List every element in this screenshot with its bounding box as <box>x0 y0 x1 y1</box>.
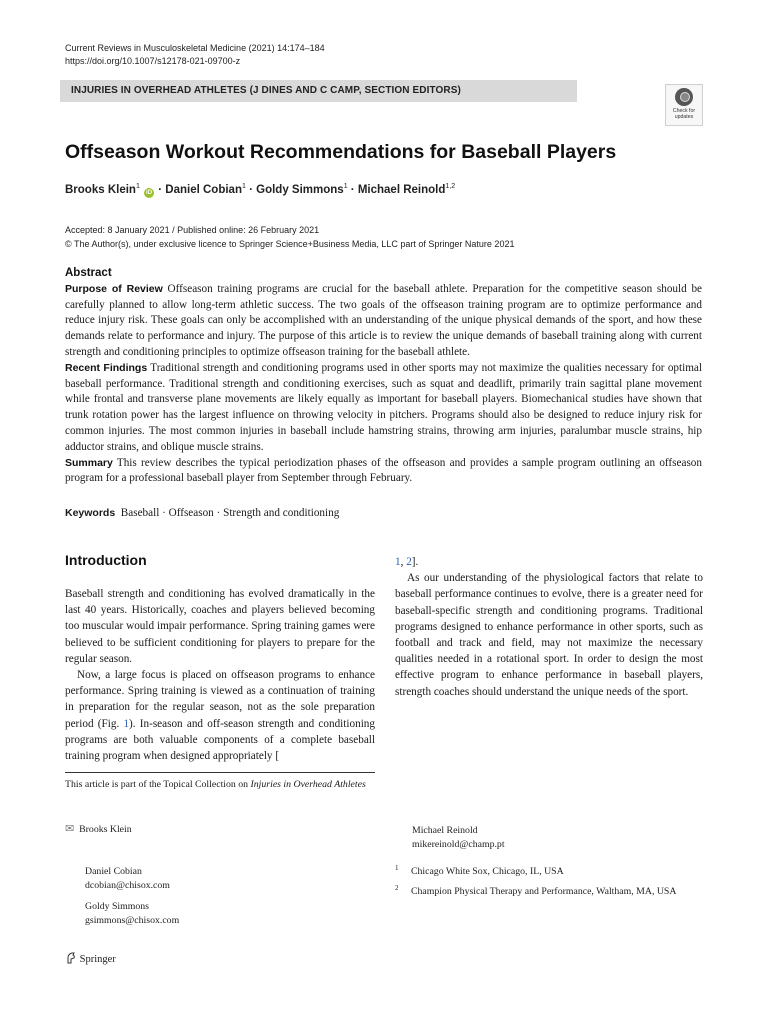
author-separator: · <box>249 184 253 196</box>
corresponding-author: ✉ Brooks Klein <box>65 823 132 835</box>
article-title: Offseason Workout Recommendations for Baseball Players <box>65 141 617 163</box>
abstract-findings: Recent Findings Traditional strength and conditioning programs used in other sports may not maximize the qualities necessary for optimal baseball performance. Traditional strength and conditioning exercises, such as squat and deadlift, primarily train sagittal plane movement while frontal and transverse plane movements are likely equally as important for baseball players. Biomechanical studies have shown that trunk rotation power has the largest influence on throwing velocity in pitchers. Programs should also be designed to reduce injury risk for common injuries. The most common injuries in baseball include hamstring strains, throwing arm injuries, paralumbar muscle strains, hip adductor strains, and oblique muscle strains. <box>65 361 702 453</box>
envelope-icon[interactable]: ✉ <box>65 823 75 835</box>
author-name[interactable]: Goldy Simmons <box>256 184 344 196</box>
abstract-heading: Abstract <box>65 267 112 279</box>
author-separator: · <box>350 184 355 196</box>
update-icon <box>675 88 693 106</box>
email-link[interactable]: gsimmons@chisox.com <box>85 914 180 926</box>
author-affiliation: 1 <box>241 183 246 190</box>
author-list <box>65 183 455 198</box>
author-affiliation: 1 <box>343 183 348 190</box>
intro-right-column <box>395 554 703 700</box>
intro-paragraph-2-cont: 1, 2]. <box>395 556 419 568</box>
check-for-updates-badge[interactable] <box>665 84 703 126</box>
copyright-line: © The Author(s), under exclusive licence to Springer Science+Business Media, LLC part of Springer Nature 2021 <box>65 239 515 249</box>
contact-reinold: Michael Reinold mikereinold@champ.pt <box>412 825 505 850</box>
section-header-bar <box>60 80 577 102</box>
intro-paragraph-1: Baseball strength and conditioning has evolved dramatically in the last 40 years. Historically, coaches and players believed becoming too muscular would impair performance. Spring training games were believed to be sufficient conditioning for players to prepare for the regular season. <box>65 588 375 665</box>
publisher-logo: Springer <box>65 952 116 965</box>
keywords-label: Keywords <box>65 507 116 519</box>
reference-link[interactable]: 2 <box>406 556 412 568</box>
contact-cobian: Daniel Cobian dcobian@chisox.com <box>85 866 170 891</box>
doi-link[interactable]: https://doi.org/10.1007/s12178-021-09700-z <box>65 56 241 66</box>
check-updates-label: Check for updates <box>672 108 696 120</box>
introduction-heading: Introduction <box>65 552 147 568</box>
keywords-text: Baseball · Offseason · Strength and conditioning <box>120 507 340 519</box>
intro-left-column <box>65 586 375 764</box>
intro-paragraph-2: Now, a large focus is placed on offseason programs to enhance performance. Spring training is viewed as a continuation of training in preparation for the regular season, not as the sole preparation period (Fig. 1). In-season and off-season strength and conditioning programs are both valuable components of a complete baseball training program when designed appropriately [ <box>65 669 375 763</box>
section-header-text: INJURIES IN OVERHEAD ATHLETES (J DINES AND C CAMP, SECTION EDITORS) <box>71 85 461 96</box>
email-link[interactable]: dcobian@chisox.com <box>85 879 170 891</box>
author-affiliation: 1,2 <box>445 183 456 190</box>
author-affiliation: 1 <box>135 183 140 190</box>
affiliation-2: $^2$ Champion Physical Therapy and Performance, Waltham, MA, USA <box>395 884 677 898</box>
orcid-icon[interactable]: iD <box>146 190 153 196</box>
abstract-summary: Summary This review describes the typical periodization phases of the offseason and provides a sample program outlining an offseason program for a professional baseball player from September through February. <box>65 456 702 485</box>
email-link[interactable]: mikereinold@champ.pt <box>412 838 505 850</box>
author-separator: · <box>158 184 163 196</box>
contact-simmons: Goldy Simmons gsimmons@chisox.com <box>85 901 180 926</box>
publication-dates <box>65 223 514 251</box>
intro-paragraph-3: As our understanding of the physiological factors that relate to baseball performance continues to evolve, there is a greater need for baseball-specific strength and conditioning programs. Traditional programs designed to enhance performance in other sports, such as football and track and field, may not maximize the necessary qualities needed in a rotational sport. In order to design the most effective program to enhance performance in baseball players, strength coaches should understand the unique needs of the sport. <box>395 572 703 698</box>
abstract-purpose: Purpose of Review Offseason training programs are crucial for the baseball athlete. Preparation for the competitive season should be carefully planned to allow long-term athletic success. The two goals of the offseason training program are to optimize performance and reduce injury risk. These goals can only be accomplished with an understanding of the unique physical demands of the sport, and how these demands relate to performance and injury. The purpose of this article is to review the unique demands of baseball training along with current strength and conditioning principles to optimize offseason training for the baseball athlete. <box>65 282 703 358</box>
author-name[interactable]: Daniel Cobian <box>165 184 242 196</box>
topical-collection-note: This article is part of the Topical Collection on Injuries in Overhead Athletes <box>65 779 366 790</box>
footnote-divider <box>65 772 375 773</box>
figure-link[interactable]: 1 <box>123 717 130 730</box>
springer-horse-icon <box>65 952 77 964</box>
author-name[interactable]: Brooks Klein <box>65 184 136 196</box>
journal-citation: Current Reviews in Musculoskeletal Medicine (2021) 14:174–184 <box>65 43 325 53</box>
affiliation-1: $^1$ Chicago White Sox, Chicago, IL, USA <box>395 864 564 878</box>
abstract <box>65 266 702 487</box>
accepted-date: Accepted: 8 January 2021 / Published online: 26 February 2021 <box>65 225 320 235</box>
author-name[interactable]: Michael Reinold <box>357 184 446 196</box>
keywords <box>65 507 339 519</box>
reference-link[interactable]: 1 <box>395 556 401 568</box>
